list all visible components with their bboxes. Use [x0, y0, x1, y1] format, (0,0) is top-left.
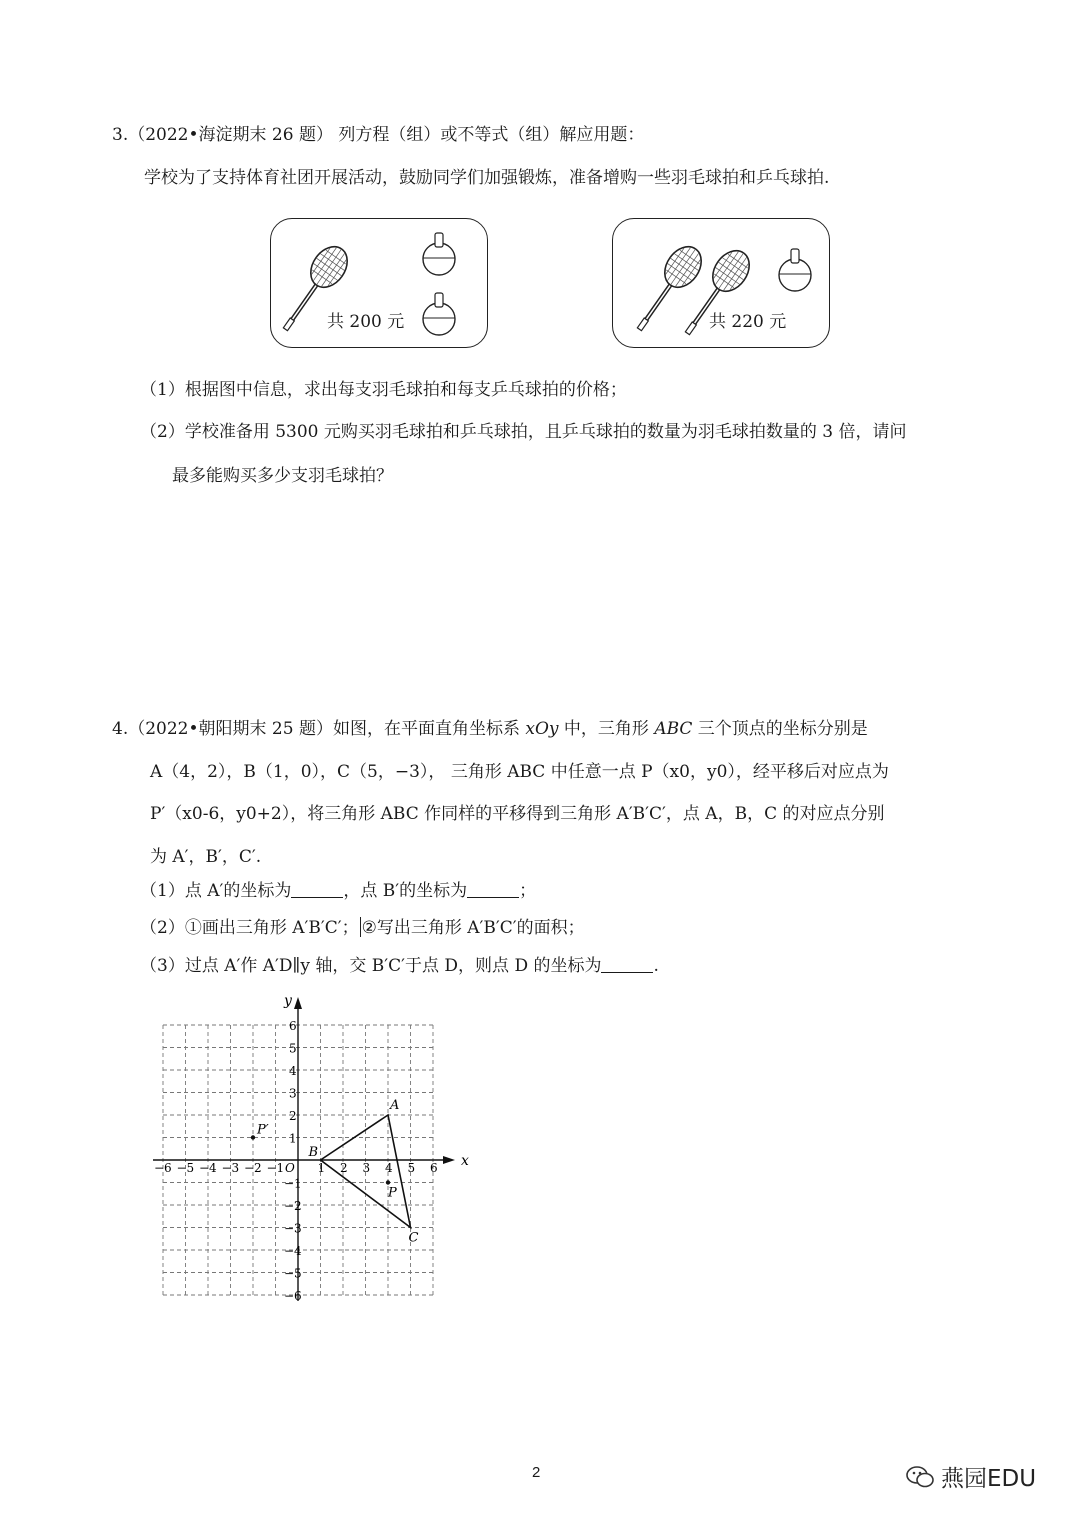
point-label: P′: [257, 1122, 269, 1138]
q3-sub1: （1）根据图中信息，求出每支羽毛球拍和每支乒乓球拍的价格；: [140, 380, 627, 400]
point-label: C: [408, 1230, 419, 1246]
point-dot: [386, 1180, 390, 1184]
y-tick-label: −5: [284, 1266, 302, 1281]
box2-price: 共 220 元: [709, 312, 787, 332]
x-tick-label: −5: [176, 1161, 195, 1175]
point-dot: [251, 1135, 255, 1139]
y-tick-label: −1: [284, 1176, 302, 1191]
q4-sub1: （1）点 A′的坐标为 ，点 B′的坐标为 ；: [140, 881, 537, 901]
wechat-icon: [905, 1464, 935, 1490]
answer-blank: [291, 881, 343, 898]
q4-line2: A（4，2），B（1，0），C（5，−3）， 三角形 ABC 中任意一点 P（x0，y0），经平移后对应点为: [150, 762, 889, 782]
y-tick-label: −3: [284, 1221, 302, 1236]
x-tick-label: 5: [407, 1161, 416, 1175]
y-tick-label: 1: [289, 1131, 297, 1146]
q3-header: 3.（2022•海淀期末 26 题） 列方程（组）或不等式（组）解应用题：: [112, 125, 645, 145]
point-label: A: [390, 1098, 400, 1113]
q4-line4: 为 A′，B′，C′.: [150, 847, 262, 867]
x-tick-label: −3: [221, 1161, 240, 1175]
y-tick-label: 6: [289, 1019, 297, 1033]
y-tick-label: −2: [284, 1199, 302, 1213]
y-axis-label: y: [284, 993, 292, 1009]
q3-sub2-line1: （2）学校准备用 5300 元购买羽毛球拍和乒乓球拍，且乒乓球拍的数量为羽毛球拍数量的 3 倍，请问: [140, 422, 907, 442]
y-tick-label: 5: [289, 1041, 297, 1056]
x-tick-label: −2: [244, 1161, 262, 1175]
q3-intro: 学校为了支持体育社团开展活动，鼓励同学们加强锻炼，准备增购一些羽毛球拍和乒乓球拍.: [144, 168, 830, 188]
ping-pong-paddle-icon: [423, 233, 455, 275]
x-axis-label: x: [461, 1153, 469, 1169]
y-tick-label: −6: [284, 1289, 302, 1303]
q4-line3: P′（x0-6，y0+2），将三角形 ABC 作同样的平移得到三角形 A′B′C′，点 A，B，C 的对应点分别: [150, 804, 885, 824]
q4-sub2: （2）①画出三角形 A′B′C′； ②写出三角形 A′B′C′的面积；: [140, 918, 585, 938]
x-tick-label: 6: [430, 1161, 438, 1175]
point-label: P: [388, 1185, 397, 1201]
box1-price: 共 200 元: [327, 312, 405, 332]
y-tick-label: 2: [289, 1109, 297, 1123]
x-tick-label: 1: [317, 1161, 326, 1175]
coordinate-graph: [120, 985, 469, 1303]
answer-blank: [601, 956, 653, 973]
y-axis-arrow: [294, 997, 302, 1009]
y-tick-label: 3: [289, 1086, 297, 1101]
axes: [153, 997, 455, 1301]
y-tick-label: −4: [284, 1244, 302, 1258]
q4-sub3: （3）过点 A′作 A′D∥y 轴，交 B′C′于点 D，则点 D 的坐标为 .: [140, 956, 659, 976]
ping-pong-paddle-icon: [779, 249, 811, 291]
x-tick-label: −4: [199, 1161, 217, 1175]
x-tick-label: 3: [362, 1161, 371, 1175]
x-tick-label: 4: [385, 1161, 393, 1175]
x-axis-arrow: [443, 1156, 455, 1164]
q3-sub2-line2: 最多能购买多少支羽毛球拍？: [172, 466, 393, 486]
q4-header: 4.（2022•朝阳期末 25 题）如图，在平面直角坐标系 xOy 中，三角形 ABC 三个顶点的坐标分别是: [112, 719, 868, 739]
q3-figure-box-1: [270, 218, 488, 348]
y-tick-label: 4: [289, 1064, 297, 1078]
page-number: 2: [532, 1464, 541, 1481]
point-label: B: [308, 1145, 319, 1160]
watermark: 燕园EDU: [905, 1460, 1036, 1493]
x-tick-label: −1: [266, 1161, 285, 1175]
x-tick-label: 2: [340, 1161, 348, 1175]
answer-blank: [467, 881, 519, 898]
origin-label: O: [285, 1161, 295, 1175]
q3-figure-box-2: [612, 218, 830, 348]
ping-pong-paddle-icon: [423, 293, 455, 335]
x-tick-label: −6: [154, 1161, 172, 1175]
text-cursor: [360, 917, 361, 937]
